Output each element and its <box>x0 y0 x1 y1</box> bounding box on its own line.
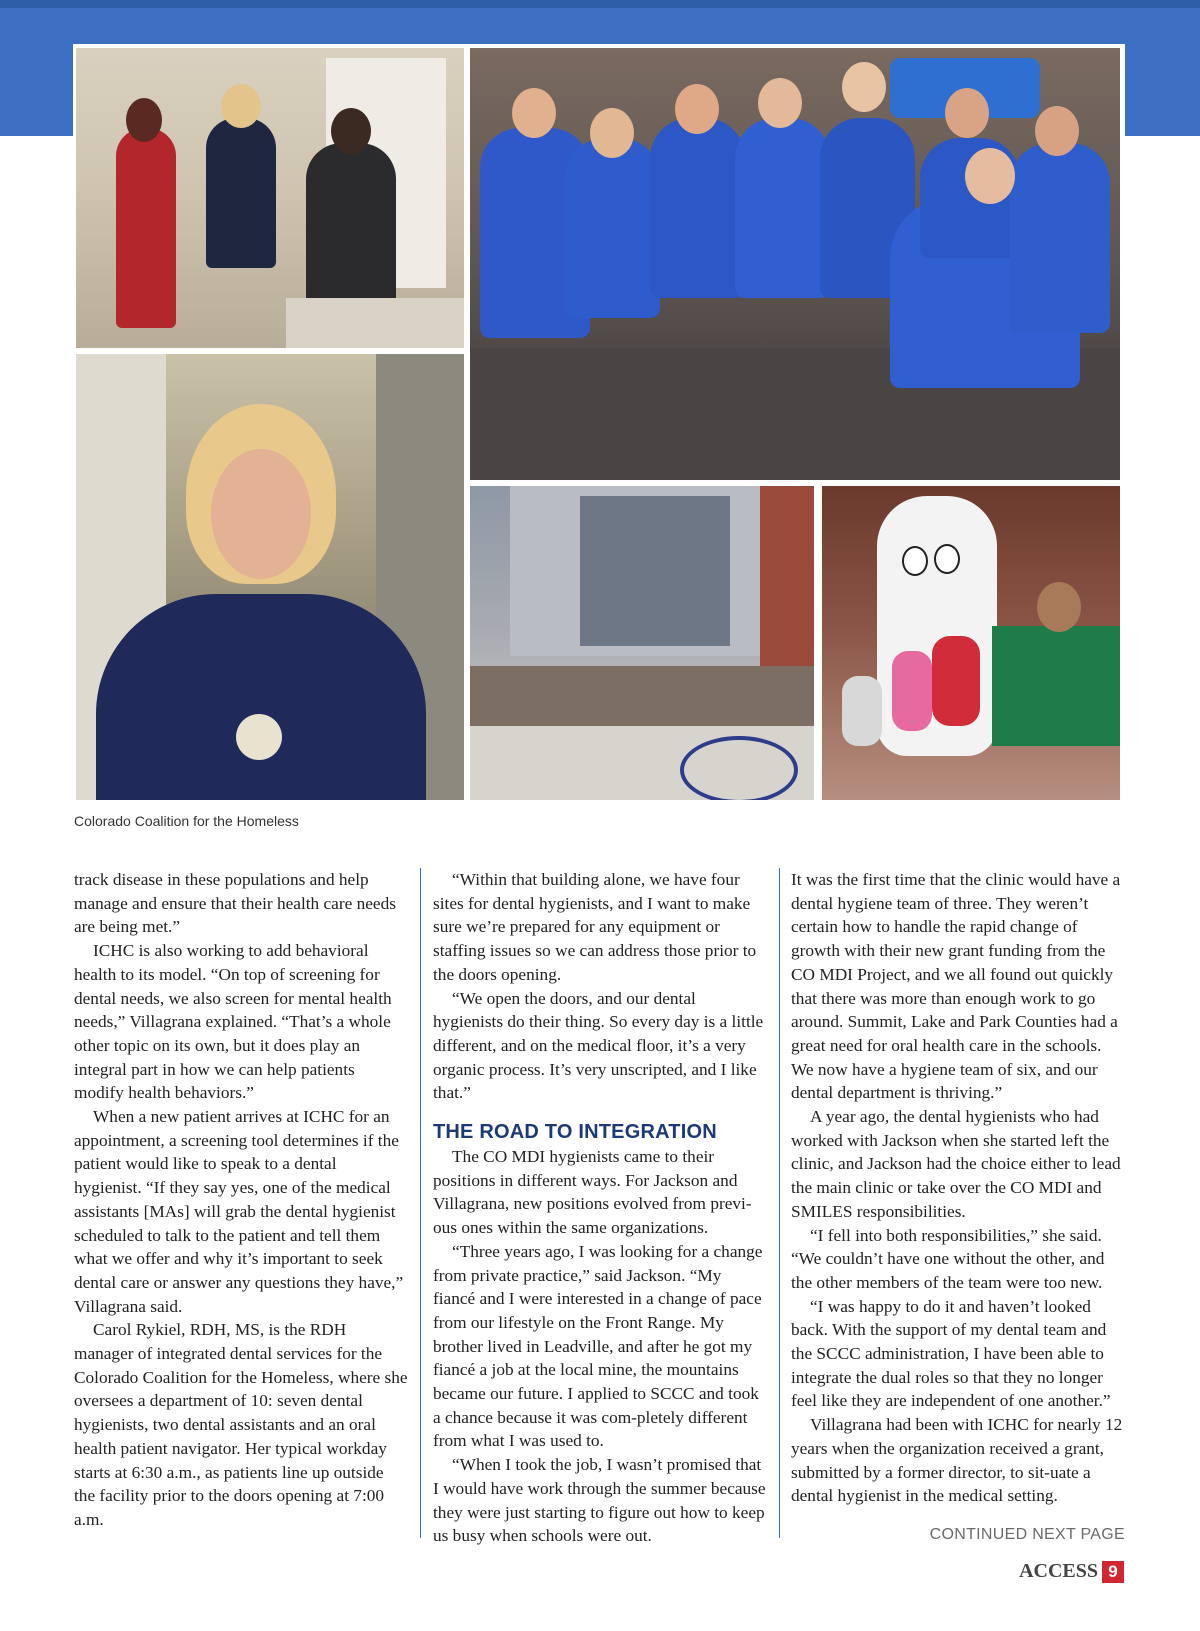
article-column-1 <box>74 868 408 1548</box>
paragraph: “When I took the job, I wasn’t promised that I would have work through the summer because they were just starting to figure out how to keep us busy when schools were out. <box>433 1455 766 1546</box>
paragraph: It was the first time that the clinic would have a dental hygiene team of three. They weren’t certain how to handle the rapid change of growth with their new grant funding from the CO MDI Project, and we all found out quickly that there was more than enough work to go around. Summit, Lake and Park Counties had a great need for oral health care in the schools. We now have a hygiene team of six, and our dental department is thriving.” <box>791 870 1121 1103</box>
photo-health-center-building <box>470 486 814 800</box>
paragraph: ICHC is also working to add behavioral health to its model. “On top of screening for dental needs, we also screen for mental health needs,” Villagrana explained. “That’s a whole other topic on its own, but it does play an integral part in how we can help patients modify health behaviors.” <box>74 941 392 1103</box>
continued-next-page: CONTINUED NEXT PAGE <box>929 1526 1125 1543</box>
section-heading: THE ROAD TO INTEGRATION <box>433 1121 717 1144</box>
paragraph: Villagrana had been with ICHC for nearly 12 years when the organization received a grant, submitted by a former director, to sit-uate a dental hygienist in the medical setting. <box>791 1415 1123 1506</box>
photo-smiling-hygienist <box>76 354 464 800</box>
article-column-3 <box>791 868 1125 1548</box>
header-band-shade <box>0 0 1200 8</box>
photo-caption: Colorado Coalition for the Homeless <box>74 813 299 829</box>
paragraph: “I was happy to do it and haven’t looked back. With the support of my dental team and the SCCC administration, I have been able to integrate the dual roles so that they no longer feel like they are independent of one another.” <box>791 1296 1111 1411</box>
paragraph: “We open the doors, and our dental hygienists do their thing. So every day is a little different, and on the medical floor, it’s a very organic process. It’s very unscripted, and I like that.” <box>433 988 764 1103</box>
paragraph: “Three years ago, I was looking for a change from private practice,” said Jackson. “My fiancé and I were interested in a change of pace from our lifestyle on the Front Range. My brother lived in Leadville, and after he got my fiancé a job at the local mine, the mountains became our future. I applied to SCCC and took a chance because it was com-pletely different from what I was used to. <box>433 1241 763 1451</box>
column-divider-left <box>420 868 421 1538</box>
paragraph: Carol Rykiel, RDH, MS, is the RDH manager of integrated dental services for the Colorado Coalition for the Homeless, where she oversees a department of 10: seven dental hygienists, two dental assistants and an oral health patient navigator. Her typical workday starts at 6:30 a.m., as patients line up outside the facility prior to the doors opening at 7:00 a.m. <box>74 1320 408 1529</box>
photo-dental-team <box>470 48 1120 480</box>
page-number-badge: 9 <box>1102 1561 1124 1583</box>
paragraph: track disease in these populations and help manage and ensure that their health care needs are being met.” <box>74 870 396 937</box>
column-divider-right <box>779 868 780 1538</box>
photo-exam-room <box>76 48 464 348</box>
paragraph: “I fell into both responsibilities,” she said. “We couldn’t have one without the other, and the other members of the team were too new. <box>791 1225 1105 1292</box>
paragraph: “Within that building alone, we have four sites for dental hygienists, and I want to make sure we’re prepared for any equipment or staffing issues so we can address those prior to the doors opening. <box>433 870 757 984</box>
paragraph: The CO MDI hygienists came to their positions in different ways. For Jackson and Villagrana, new positions evolved from previ-ous ones within the same organizations. <box>433 1147 752 1238</box>
paragraph: A year ago, the dental hygienists who had worked with Jackson when she started left the clinic, and Jackson had the choice either to lead the main clinic or take over the CO MDI and SMILES responsibilities. <box>791 1107 1121 1221</box>
photo-tooth-mascot-event <box>822 486 1120 800</box>
article-column-2 <box>433 868 767 1548</box>
paragraph: When a new patient arrives at ICHC for an appointment, a screening tool determines if the patient would like to speak to a dental hygienist. “If they say yes, one of the medical assistants [MAs] will grab the dental hygienist scheduled to talk to the patient and tell them what we offer and why it’s important to seek dental care or answer any questions they have,” Villagrana said. <box>74 1107 404 1316</box>
footer-publication-name: ACCESS <box>1019 1560 1098 1582</box>
